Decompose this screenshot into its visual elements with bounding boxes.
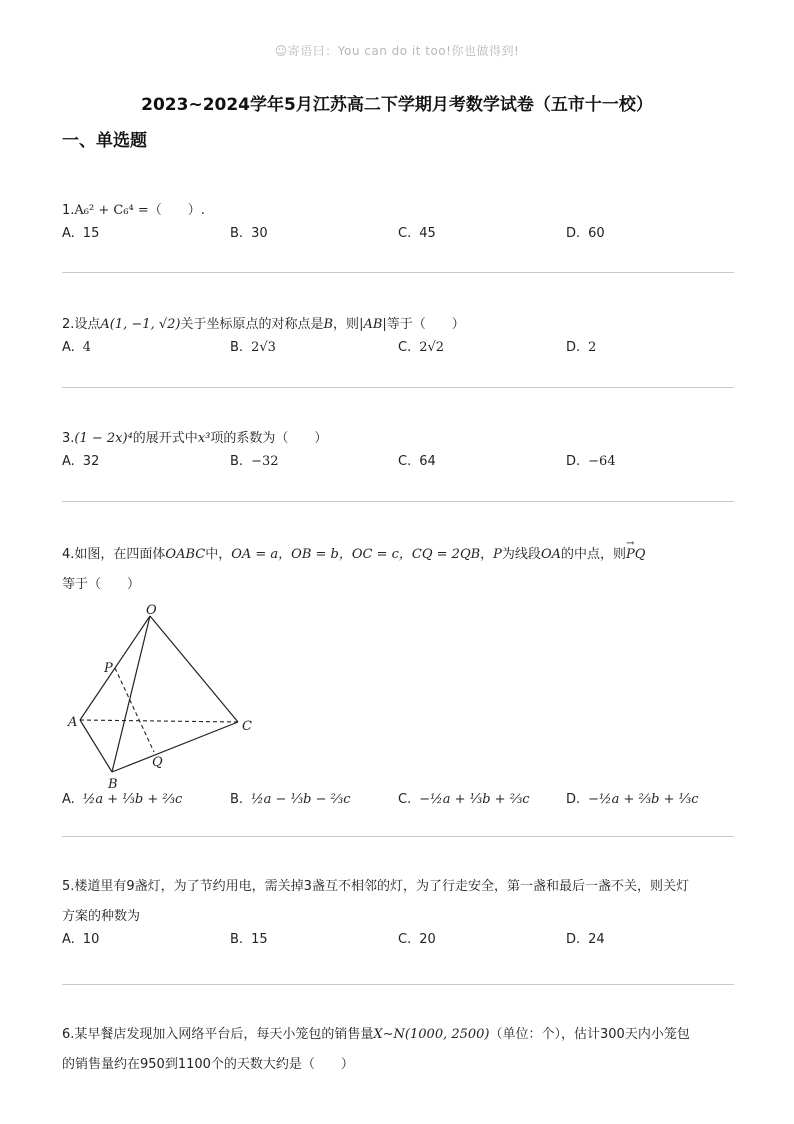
- label-b: B: [108, 777, 118, 792]
- option-letter: A.: [62, 454, 75, 469]
- question-6-stem: [62, 1020, 734, 1050]
- option-d[interactable]: [566, 340, 596, 355]
- option-text: 32: [82, 454, 100, 469]
- distribution-expression: X∼N(1000, 2500): [373, 1027, 490, 1042]
- stem-text: （单位：个），估计300天内小笼包: [489, 1027, 690, 1042]
- vector-relations: OA = a，OB = b，OC = c，CQ = 2QB: [231, 547, 481, 562]
- label-c: C: [242, 719, 252, 734]
- stem-text: 等于（ ）: [62, 577, 141, 592]
- label-o: O: [146, 603, 157, 618]
- edge-ac-hidden: [80, 720, 238, 722]
- question-3: [62, 424, 734, 482]
- label-a: A: [68, 715, 78, 730]
- vector-pq: → PQ: [626, 540, 645, 570]
- option-c[interactable]: [398, 226, 436, 241]
- option-letter: B.: [230, 932, 244, 947]
- option-text: 24: [588, 932, 605, 947]
- option-letter: A.: [62, 226, 75, 241]
- edge-ab: [80, 720, 112, 772]
- question-2-options: [62, 340, 734, 368]
- stem-text: 的销售量约在950到1100个的天数大约是（ ）: [62, 1057, 354, 1072]
- option-a[interactable]: [62, 792, 182, 807]
- option-a[interactable]: [62, 340, 91, 355]
- stem-text: ，则: [333, 317, 360, 332]
- option-letter: D.: [566, 454, 581, 469]
- option-b[interactable]: [230, 226, 268, 241]
- option-c[interactable]: [398, 340, 444, 355]
- stem-text: 关于坐标原点的对称点是: [180, 317, 324, 332]
- option-letter: B.: [230, 792, 244, 807]
- option-text: 10: [82, 932, 100, 947]
- option-letter: B.: [230, 454, 244, 469]
- question-4-options: [62, 792, 734, 820]
- option-text: −64: [588, 454, 616, 469]
- option-text: 20: [419, 932, 436, 947]
- option-b[interactable]: [230, 932, 268, 947]
- question-number: 1.: [62, 203, 75, 218]
- question-5-stem-line-2: [62, 902, 734, 932]
- question-1-options: [62, 226, 734, 254]
- page-title: 2023~2024学年5月江苏高二下学期月考数学试卷（五市十一校）: [141, 95, 653, 115]
- edge-bc: [112, 722, 238, 772]
- question-4-stem-line-2: [62, 570, 734, 600]
- question-2-stem: [62, 310, 734, 340]
- tetrahedron-figure: [62, 602, 262, 792]
- option-letter: B.: [230, 226, 244, 241]
- question-5-options: [62, 932, 734, 960]
- point-a: A(1, −1, √2): [100, 317, 181, 332]
- option-text: −½a + ⅓b + ⅔c: [419, 792, 530, 807]
- stem-text: 2.设点: [62, 317, 101, 332]
- point-p: P: [493, 547, 502, 562]
- question-3-options: [62, 454, 734, 482]
- tetrahedron-name: OABC: [165, 547, 206, 562]
- question-5-stem: [62, 872, 734, 902]
- edge-oc: [150, 616, 238, 722]
- stem-text: 的展开式中: [132, 431, 198, 446]
- label-q: Q: [152, 755, 163, 770]
- distance-ab: |AB|: [359, 317, 387, 332]
- option-a[interactable]: [62, 454, 99, 469]
- option-d[interactable]: [566, 226, 605, 241]
- question-1-stem: [62, 196, 734, 226]
- section-heading: 一、单选题: [62, 131, 147, 151]
- stem-text: 为线段: [501, 547, 541, 562]
- option-letter: C.: [398, 226, 412, 241]
- option-text: 2√3: [251, 340, 276, 355]
- question-4: [62, 540, 734, 600]
- option-letter: A.: [62, 792, 75, 807]
- question-1-expression: A₆² + C₆⁴ =（ ）.: [74, 203, 205, 218]
- option-b[interactable]: [230, 454, 279, 469]
- option-letter: D.: [566, 792, 581, 807]
- option-text: −½a + ⅔b + ⅓c: [588, 792, 699, 807]
- segment-oa: OA: [540, 547, 561, 562]
- option-text: 2: [588, 340, 597, 355]
- option-a[interactable]: [62, 932, 99, 947]
- stem-text: ，: [480, 547, 494, 562]
- question-3-stem: [62, 424, 734, 454]
- divider: [62, 387, 734, 388]
- option-b[interactable]: [230, 792, 351, 807]
- stem-text: 4.如图，在四面体: [62, 547, 166, 562]
- option-c[interactable]: [398, 932, 436, 947]
- question-1: [62, 196, 734, 254]
- stem-text: 的中点，则: [560, 547, 626, 562]
- option-text: 30: [251, 226, 268, 241]
- option-letter: A.: [62, 932, 75, 947]
- option-letter: C.: [398, 932, 412, 947]
- option-d[interactable]: [566, 792, 699, 807]
- option-text: 60: [588, 226, 605, 241]
- question-6: [62, 1020, 734, 1080]
- option-d[interactable]: [566, 932, 605, 947]
- option-text: ½a − ⅓b − ⅔c: [251, 792, 351, 807]
- stem-text: 等于（ ）: [386, 317, 465, 332]
- stem-text: 中，: [205, 547, 232, 562]
- term-x3: x³: [197, 431, 211, 446]
- option-text: 4: [82, 340, 92, 355]
- stem-text: 5.楼道里有9盏灯，为了节约用电，需关掉3盏互不相邻的灯，为了行走安全，第一盏和最后一盏不关，则关灯: [62, 879, 689, 894]
- stem-text: 方案的种数为: [62, 909, 141, 924]
- option-letter: C.: [398, 340, 412, 355]
- option-text: 15: [82, 226, 100, 241]
- option-a[interactable]: [62, 226, 99, 241]
- option-letter: C.: [398, 454, 412, 469]
- divider: [62, 836, 734, 837]
- option-text: 2√2: [419, 340, 445, 355]
- divider: [62, 501, 734, 502]
- divider: [62, 984, 734, 985]
- option-text: 45: [419, 226, 436, 241]
- stem-text: 项的系数为（ ）: [210, 431, 328, 446]
- option-text: −32: [251, 454, 279, 469]
- question-number: 3.: [62, 431, 75, 446]
- option-letter: D.: [566, 340, 581, 355]
- point-b: B: [323, 317, 334, 332]
- option-c[interactable]: [398, 792, 530, 807]
- option-c[interactable]: [398, 454, 436, 469]
- option-text: 64: [419, 454, 436, 469]
- option-letter: D.: [566, 932, 581, 947]
- watermark: ☺寄语曰：You can do it too!你也做得到!: [274, 44, 520, 58]
- divider: [62, 272, 734, 273]
- question-2: [62, 310, 734, 368]
- option-letter: B.: [230, 340, 244, 355]
- question-4-stem: [62, 540, 734, 570]
- stem-text: 6.某早餐店发现加入网络平台后，每天小笼包的销售量: [62, 1027, 374, 1042]
- option-text: ½a + ⅓b + ⅔c: [82, 792, 183, 807]
- binomial-expression: (1 − 2x)⁴: [74, 431, 133, 446]
- option-letter: A.: [62, 340, 75, 355]
- label-p: P: [104, 661, 113, 676]
- question-4-options-wrap: [62, 792, 734, 820]
- option-letter: D.: [566, 226, 581, 241]
- question-6-stem-line-2: [62, 1050, 734, 1080]
- option-b[interactable]: [230, 340, 276, 355]
- question-5: [62, 872, 734, 960]
- option-d[interactable]: [566, 454, 616, 469]
- option-text: 15: [251, 932, 268, 947]
- option-letter: C.: [398, 792, 412, 807]
- edge-ob: [112, 616, 150, 772]
